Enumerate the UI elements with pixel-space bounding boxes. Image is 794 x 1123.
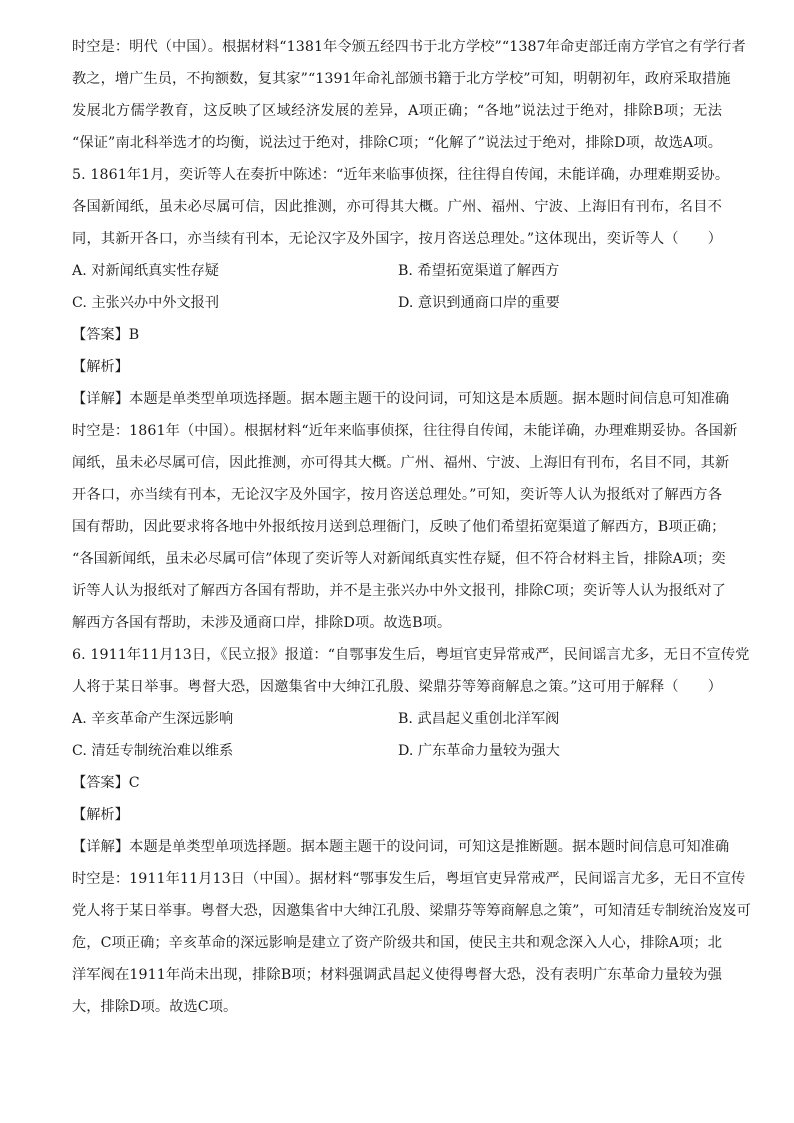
question-6-option-d: D. 广东革命力量较为强大 xyxy=(398,743,560,759)
question-5-analysis-label: 【解析】 xyxy=(72,359,129,375)
question-5-detail: 䜣等人认为报纸对了解西方各国有帮助，并不是主张兴办中外文报刊，排除C项；奕䜣等人认为报纸对了 xyxy=(72,583,726,599)
question-6-detail: 大，排除D项。故选C项。 xyxy=(72,999,238,1015)
question-6-option-c: C. 清廷专制统治难以维系 xyxy=(72,743,234,759)
question-5-stem: 各国新闻纸，虽未必尽属可信，因此推测，亦可得其大概。广州、福州、宁波、上海旧有刊布，名目不 xyxy=(72,199,722,215)
question-6-detail: 时空是：1911年11月13日（中国）。据材料“鄂事发生后，粤垣官吏异常戒严，民间谣言尤多，无日不宣传 xyxy=(72,871,746,887)
question-6-detail: 党人将于某日举事。粤督大恐，因邀集省中大绅江孔殷、梁鼎芬等筹商解息之策”，可知清廷专制统治岌岌可 xyxy=(72,903,751,919)
analysis-line: 时空是：明代（中国）。根据材料“1381年令颁五经四书于北方学校”“1387年命吏部迁南方学官之有学行者 xyxy=(72,39,746,55)
question-5-option-c: C. 主张兴办中外文报刊 xyxy=(72,295,220,311)
analysis-line: 发展北方儒学教育，这反映了区域经济发展的差异，A项正确；“各地”说法过于绝对，排除B项；无法 xyxy=(72,103,722,119)
question-5-option-a: A. 对新闻纸真实性存疑 xyxy=(72,263,219,279)
question-6-detail: 【详解】本题是单类型单项选择题。据本题主题干的设问词，可知这是推断题。据本题时间信息可知准确 xyxy=(72,839,730,855)
question-5-detail: 解西方各国有帮助，未涉及通商口岸，排除D项。故选B项。 xyxy=(72,615,452,631)
question-5-detail: 开各口，亦当续有刊本，无论汉字及外国字，按月咨送总理处。”可知，奕䜣等人认为报纸对了解西方各 xyxy=(72,487,722,503)
question-6-detail: 危，C项正确；辛亥革命的深远影响是建立了资产阶级共和国，使民主共和观念深入人心，排除A项；北 xyxy=(72,935,722,951)
analysis-line: 教之，增广生员，不拘额数，复其家”“1391年命礼部颁书籍于北方学校”可知，明朝初年，政府采取措施 xyxy=(72,71,731,87)
question-6-option-a: A. 辛亥革命产生深远影响 xyxy=(72,711,234,727)
question-5-detail: 国有帮助，因此要求将各地中外报纸按月送到总理衙门，反映了他们希望拓宽渠道了解西方，B项正确； xyxy=(72,519,726,535)
question-5-option-b: B. 希望拓宽渠道了解西方 xyxy=(398,263,560,279)
question-5-detail: “各国新闻纸，虽未必尽属可信”体现了奕䜣等人对新闻纸真实性存疑，但不符合材料主旨，排除A项；奕 xyxy=(72,551,726,567)
question-6-answer: 【答案】C xyxy=(72,775,140,791)
question-6-option-b: B. 武昌起义重创北洋军阀 xyxy=(398,711,560,727)
question-6-stem: 6. 1911年11月13日，《民立报》报道：“自鄂事发生后，粤垣官吏异常戒严，民间谣言尤多，无日不宣传党 xyxy=(72,647,750,663)
question-5-answer: 【答案】B xyxy=(72,327,140,343)
question-5-detail: 【详解】本题是单类型单项选择题。据本题主题干的设问词，可知这是本质题。据本题时间信息可知准确 xyxy=(72,391,730,407)
question-5-stem: 同，其新开各口，亦当续有刊本，无论汉字及外国字，按月咨送总理处。”这体现出，奕䜣等人（ ） xyxy=(72,231,722,247)
analysis-line: “保证”南北科举选才的均衡，说法过于绝对，排除C项；“化解了”说法过于绝对，排除D项，故选A项。 xyxy=(72,135,722,151)
question-6-stem: 人将于某日举事。粤督大恐，因邀集省中大绅江孔殷、梁鼎芬等筹商解息之策。”这可用于解释（ ） xyxy=(72,679,722,695)
question-5-detail: 时空是：1861年（中国）。根据材料“近年来临事侦探，往往得自传闻，未能详确，办理难期妥协。各国新 xyxy=(72,423,738,439)
question-6-detail: 洋军阀在1911年尚未出现，排除B项；材料强调武昌起义使得粤督大恐，没有表明广东革命力量较为强 xyxy=(72,967,722,983)
question-5-detail: 闻纸，虽未必尽属可信，因此推测，亦可得其大概。广州、福州、宁波、上海旧有刊布，名目不同，其新 xyxy=(72,455,730,471)
question-5-option-d: D. 意识到通商口岸的重要 xyxy=(398,295,560,311)
question-6-analysis-label: 【解析】 xyxy=(72,807,129,823)
question-5-stem: 5. 1861年1月，奕䜣等人在奏折中陈述：“近年来临事侦探，往往得自传闻，未能详确，办理难期妥协。 xyxy=(72,167,730,183)
